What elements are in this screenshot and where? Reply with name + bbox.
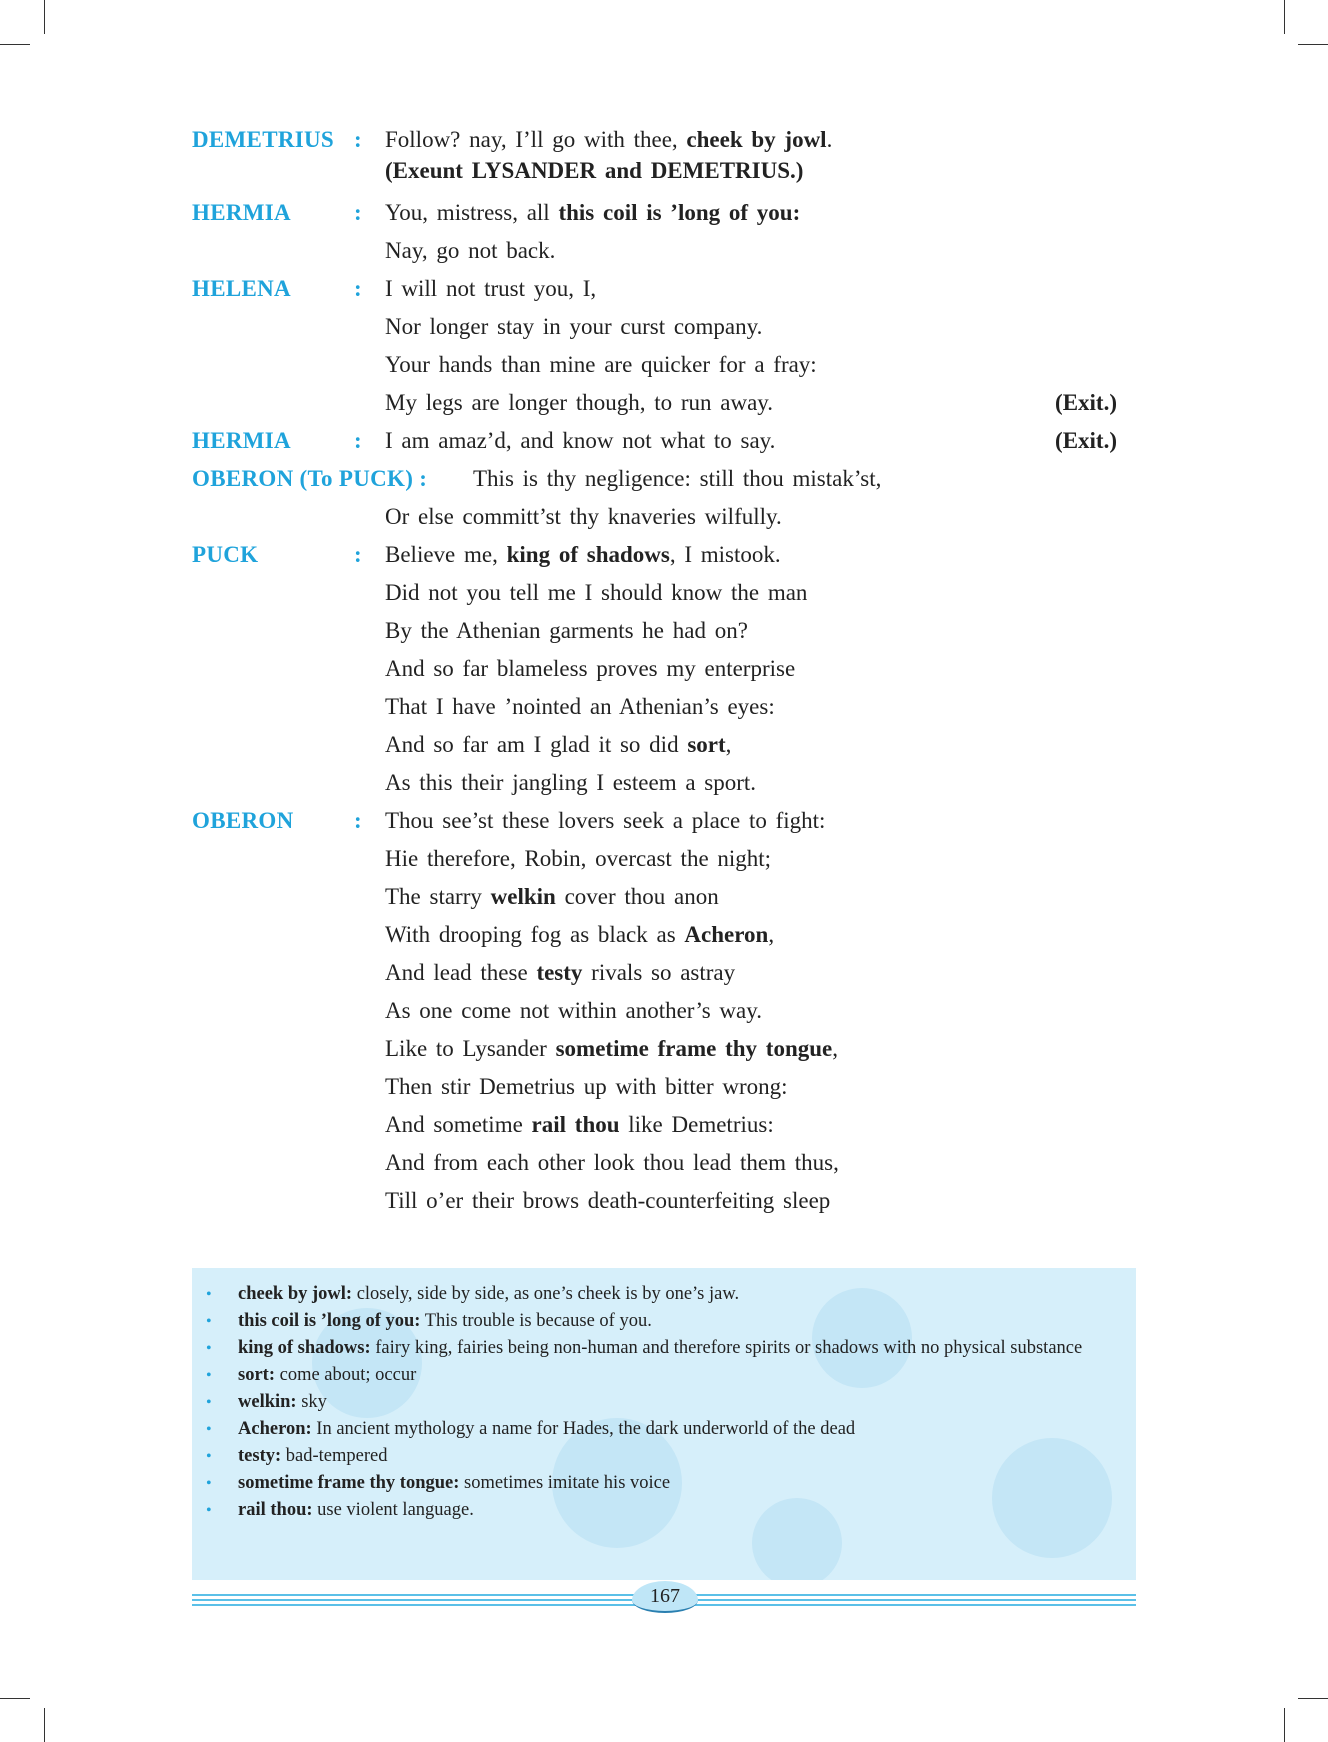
glossed-term: testy — [536, 960, 583, 985]
dialogue-row — [192, 1106, 1132, 1144]
crop-mark — [1298, 44, 1328, 45]
glossary-definition: sky — [296, 1392, 327, 1412]
dialogue-line — [385, 194, 800, 232]
dialogue-row — [192, 840, 1132, 878]
speaker-colon: : — [354, 276, 362, 301]
glossed-term: rail thou — [531, 1112, 620, 1137]
glossary-item — [192, 1470, 1122, 1497]
glossary-definition: fairy king, fairies being non-human and therefore spirits or shadows with no physical substance — [370, 1338, 1083, 1358]
dialogue-line: And from each other look thou lead them thus, — [385, 1150, 839, 1175]
dialogue-line: My legs are longer though, to run away. — [385, 390, 774, 415]
glossary-term: sort: — [238, 1365, 275, 1385]
glossary-box — [192, 1268, 1136, 1580]
dialogue-line: I will not trust you, I, — [385, 276, 597, 301]
glossed-term: Acheron — [684, 922, 769, 947]
line-text: , — [768, 922, 775, 947]
dialogue-row — [192, 536, 1132, 574]
dialogue-row — [192, 574, 1132, 612]
crop-mark — [1284, 0, 1285, 34]
dialogue-line: Thou see’st these lovers seek a place to fight: — [385, 808, 826, 833]
glossary-item — [192, 1443, 1122, 1470]
dialogue-row — [192, 802, 1132, 840]
dialogue-row — [192, 1144, 1132, 1182]
glossary-term: cheek by jowl: — [238, 1284, 353, 1304]
glossary-definition: sometimes imitate his voice — [459, 1473, 671, 1493]
dialogue-line — [385, 1030, 838, 1068]
line-text: And sometime — [385, 1112, 532, 1137]
stage-direction-row — [192, 156, 1132, 194]
glossary-item — [192, 1281, 1122, 1308]
glossed-term: cheek by jowl — [686, 127, 827, 152]
glossed-term: this coil is ’long of you: — [558, 200, 801, 225]
dialogue-row — [192, 650, 1132, 688]
speaker-colon: : — [354, 808, 362, 833]
dialogue-row — [192, 422, 1132, 460]
dialogue-row — [192, 232, 1132, 270]
dialogue-row — [192, 194, 1132, 232]
glossary-definition: This trouble is because of you. — [420, 1311, 652, 1331]
dialogue-line: And so far blameless proves my enterprise — [385, 656, 796, 681]
line-text: rivals so astray — [582, 960, 736, 985]
dialogue-line: That I have ’nointed an Athenian’s eyes: — [385, 694, 775, 719]
dialogue-row — [192, 270, 1132, 308]
speaker-colon: : — [354, 428, 362, 453]
dialogue-line — [385, 1106, 774, 1144]
dialogue-row — [192, 992, 1132, 1030]
dialogue-line — [385, 124, 832, 156]
glossary-definition: bad-tempered — [281, 1446, 388, 1466]
crop-mark — [0, 1698, 30, 1699]
dialogue-line: Hie therefore, Robin, overcast the night; — [385, 846, 772, 871]
line-text: And lead these — [385, 960, 537, 985]
speaker-name: OBERON — [192, 808, 294, 833]
line-text: And so far am I glad it so did — [385, 732, 688, 757]
dialogue-line: This is thy negligence: still thou mistak’st, — [473, 466, 882, 491]
dialogue-row — [192, 726, 1132, 764]
line-text: Like to Lysander — [385, 1036, 556, 1061]
dialogue-line: Did not you tell me I should know the man — [385, 580, 808, 605]
speaker-name: HERMIA — [192, 200, 291, 225]
speaker-name: OBERON (To PUCK) : — [192, 466, 428, 491]
speaker-name: PUCK — [192, 542, 259, 567]
dialogue-line — [385, 878, 719, 916]
speaker-colon: : — [354, 200, 362, 225]
glossary-term: testy: — [238, 1446, 282, 1466]
glossary-list — [192, 1281, 1136, 1524]
glossary-definition: come about; occur — [274, 1365, 417, 1385]
dialogue-row — [192, 460, 1132, 498]
crop-mark — [0, 44, 30, 45]
line-text: cover thou anon — [555, 884, 719, 909]
line-text: The starry — [385, 884, 491, 909]
line-text: like Demetrius: — [619, 1112, 774, 1137]
line-text: You, mistress, all — [385, 200, 559, 225]
dialogue-line: I am amaz’d, and know not what to say. — [385, 428, 776, 453]
dialogue-row — [192, 688, 1132, 726]
dialogue-row — [192, 308, 1132, 346]
dialogue-line — [385, 536, 781, 574]
crop-mark — [44, 0, 45, 34]
glossary-term: Acheron: — [238, 1419, 312, 1439]
speaker-name: HELENA — [192, 276, 291, 301]
dialogue-line: By the Athenian garments he had on? — [385, 618, 748, 643]
dialogue-line: Then stir Demetrius up with bitter wrong: — [385, 1074, 788, 1099]
play-text — [192, 124, 1132, 1220]
crop-mark — [44, 1708, 45, 1742]
dialogue-row — [192, 878, 1132, 916]
bullet-icon: • — [206, 1286, 212, 1303]
glossary-item — [192, 1308, 1122, 1335]
dialogue-line: As this their jangling I esteem a sport. — [385, 770, 757, 795]
bullet-icon: • — [206, 1313, 212, 1330]
line-text: With drooping fog as black as — [385, 922, 685, 947]
dialogue-row — [192, 764, 1132, 802]
dialogue-line — [385, 726, 731, 764]
glossary-term: sometime frame thy tongue: — [238, 1473, 460, 1493]
glossary-item — [192, 1362, 1122, 1389]
exit-direction: (Exit.) — [1055, 428, 1117, 453]
bullet-icon: • — [206, 1340, 212, 1357]
line-text: . — [826, 127, 833, 152]
bullet-icon: • — [206, 1421, 212, 1438]
stage-direction: (Exeunt LYSANDER and DEMETRIUS.) — [385, 158, 804, 183]
dialogue-row — [192, 346, 1132, 384]
glossary-definition: closely, side by side, as one’s cheek is by one’s jaw. — [352, 1284, 740, 1304]
glossed-term: sometime frame thy tongue — [555, 1036, 833, 1061]
glossary-definition: use violent language. — [312, 1500, 474, 1520]
glossary-item — [192, 1497, 1122, 1524]
speaker-name: DEMETRIUS — [192, 127, 335, 152]
line-text: , — [832, 1036, 838, 1061]
line-text: Follow? nay, I’ll go with thee, — [385, 127, 687, 152]
glossary-item — [192, 1416, 1122, 1443]
dialogue-line: As one come not within another’s way. — [385, 998, 762, 1023]
dialogue-row — [192, 1030, 1132, 1068]
bullet-icon: • — [206, 1475, 212, 1492]
dialogue-line: Your hands than mine are quicker for a fray: — [385, 352, 817, 377]
bullet-icon: • — [206, 1448, 212, 1465]
page-number: 167 — [632, 1581, 698, 1613]
crop-mark — [1284, 1708, 1285, 1742]
glossary-term: king of shadows: — [238, 1338, 371, 1358]
glossary-definition: In ancient mythology a name for Hades, the dark underworld of the dead — [311, 1419, 856, 1439]
line-text: , I mistook. — [669, 542, 781, 567]
dialogue-row — [192, 384, 1132, 422]
glossary-term: this coil is ’long of you: — [238, 1311, 421, 1331]
bullet-icon: • — [206, 1367, 212, 1384]
dialogue-line: Nay, go not back. — [385, 238, 556, 263]
dialogue-line — [385, 954, 735, 992]
line-text: , — [725, 732, 732, 757]
exit-direction: (Exit.) — [1055, 390, 1117, 415]
speaker-name: HERMIA — [192, 428, 291, 453]
dialogue-line: Till o’er their brows death-counterfeiting sleep — [385, 1188, 831, 1213]
dialogue-row — [192, 1068, 1132, 1106]
speaker-colon: : — [354, 127, 362, 152]
dialogue-row — [192, 124, 1132, 156]
dialogue-row — [192, 498, 1132, 536]
bullet-icon: • — [206, 1394, 212, 1411]
line-text: Believe me, — [385, 542, 507, 567]
bullet-icon: • — [206, 1502, 212, 1519]
dialogue-row — [192, 954, 1132, 992]
glossary-term: welkin: — [238, 1392, 297, 1412]
dialogue-line — [385, 916, 774, 954]
dialogue-line: Nor longer stay in your curst company. — [385, 314, 763, 339]
glossary-term: rail thou: — [238, 1500, 313, 1520]
dialogue-row — [192, 916, 1132, 954]
glossed-term: sort — [687, 732, 726, 757]
dialogue-line: Or else committ’st thy knaveries wilfully. — [385, 504, 782, 529]
speaker-colon: : — [354, 542, 362, 567]
dialogue-row — [192, 1182, 1132, 1220]
glossary-item — [192, 1389, 1122, 1416]
glossed-term: king of shadows — [506, 542, 670, 567]
dialogue-row — [192, 612, 1132, 650]
crop-mark — [1298, 1698, 1328, 1699]
glossary-item — [192, 1335, 1122, 1362]
glossed-term: welkin — [490, 884, 556, 909]
